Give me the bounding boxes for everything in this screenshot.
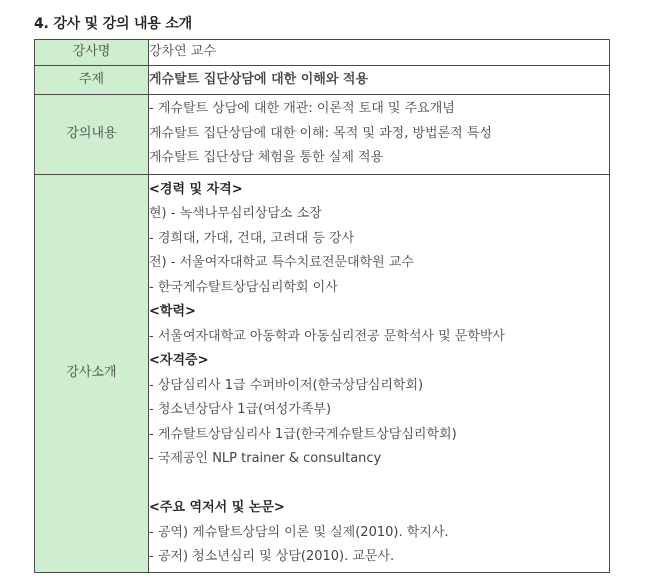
education-line: - 서울여자대학교 아동학과 아동심리전공 문학석사 및 문학박사 bbox=[149, 328, 505, 344]
bio-label: 강사소개 bbox=[35, 174, 149, 572]
cert-line: - 국제공인 NLP trainer & consultancy bbox=[149, 451, 382, 466]
table-row bbox=[35, 66, 610, 95]
career-heading: <경력 및 자격> bbox=[149, 181, 243, 197]
career-line: - 한국게슈탈트상담심리학회 이사 bbox=[149, 279, 338, 295]
career-line: 현) - 녹색나무심리상담소 소장 bbox=[149, 206, 322, 221]
career-line: 전) - 서울여자대학교 특수치료전문대학원 교수 bbox=[149, 255, 414, 270]
content-label: 강의내용 bbox=[35, 95, 149, 175]
publication-line: - 공저) 청소년심리 및 상담(2010). 교문사. bbox=[149, 549, 395, 564]
topic-label: 주제 bbox=[35, 66, 149, 95]
table-row bbox=[35, 95, 610, 175]
name-value: 강차연 교수 bbox=[149, 40, 610, 66]
publication-heading: <주요 역저서 및 논문> bbox=[149, 500, 285, 515]
cert-heading: <자격증> bbox=[149, 353, 209, 368]
content-line: - 게슈탈트 상담에 대한 개관: 이론적 토대 및 주요개념 bbox=[149, 101, 455, 116]
education-heading: <학력> bbox=[149, 304, 196, 319]
topic-value: 게슈탈트 집단상담에 대한 이해와 적용 bbox=[149, 66, 610, 95]
content-value bbox=[149, 95, 610, 175]
bio-value bbox=[149, 174, 610, 572]
publication-line: - 공역) 게슈탈트상담의 이론 및 실제(2010). 학지사. bbox=[149, 524, 449, 540]
lecture-info-table bbox=[34, 39, 610, 573]
name-label: 강사명 bbox=[35, 40, 149, 66]
table-row bbox=[35, 40, 610, 66]
cert-line: - 청소년상담사 1급(여성가족부) bbox=[149, 402, 332, 417]
cert-line: - 게슈탈트상담심리사 1급(한국게슈탈트상담심리학회) bbox=[149, 426, 457, 442]
content-line: 게슈탈트 집단상담에 대한 이해: 목적 및 과정, 방법론적 특성 bbox=[149, 125, 492, 141]
spacer bbox=[149, 472, 609, 497]
table-row bbox=[35, 174, 610, 572]
career-line: - 경희대, 가대, 건대, 고려대 등 강사 bbox=[149, 230, 355, 246]
content-line: 게슈탈트 집단상담 체험을 통한 실제 적용 bbox=[149, 150, 384, 165]
section-title: 4. 강사 및 강의 내용 소개 bbox=[34, 16, 192, 32]
cert-line: - 상담심리사 1급 수퍼바이저(한국상담심리학회) bbox=[149, 377, 424, 393]
